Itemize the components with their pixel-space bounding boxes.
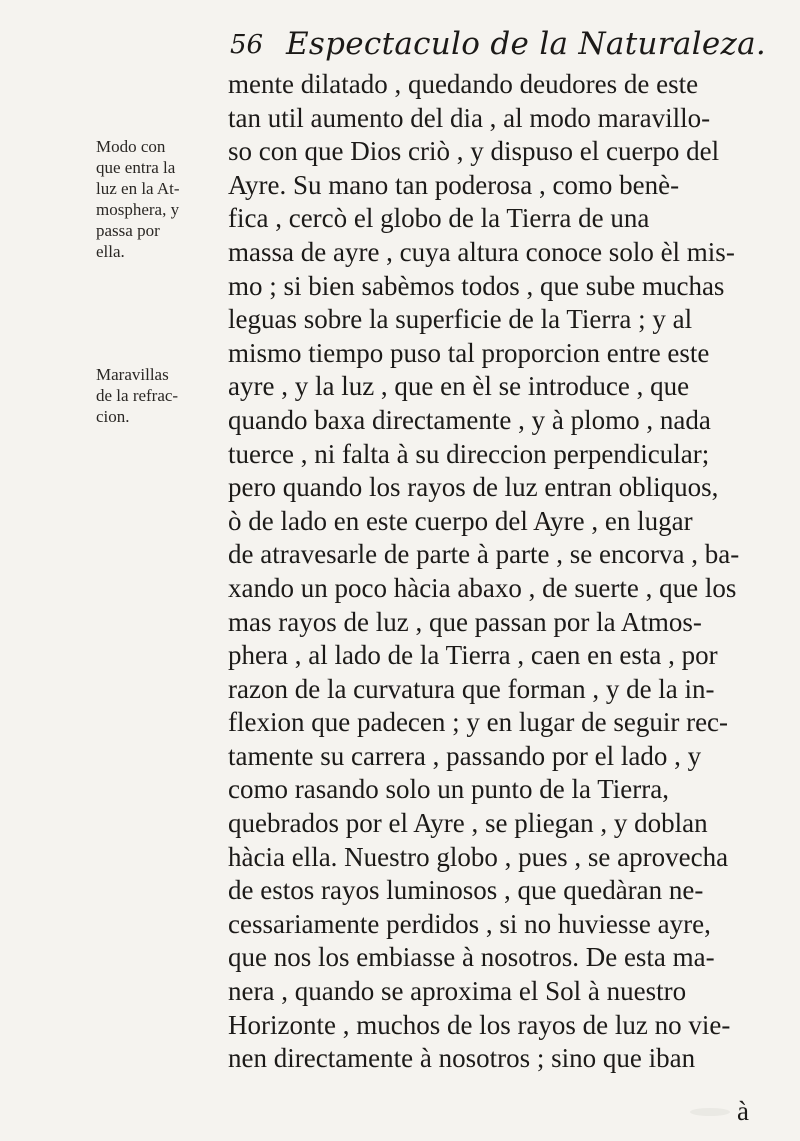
text-line: hàcia ella. Nuestro globo , pues , se aprovecha — [228, 841, 729, 872]
paper-smudge — [690, 1108, 730, 1116]
text-line: tuerce , ni falta à su direccion perpendicular; — [228, 438, 710, 469]
margin-note-refraction — [96, 364, 196, 427]
text-line: de estos rayos luminosos , que quedàran ne- — [228, 875, 704, 906]
text-line: so con que Dios criò , y dispuso el cuerpo del — [228, 136, 720, 167]
text-line: que nos los embiasse à nosotros. De esta ma- — [228, 942, 715, 973]
running-title: Espectaculo de la Naturaleza. — [286, 26, 767, 62]
text-line: ò de lado en este cuerpo del Ayre , en lugar — [228, 505, 693, 536]
body-text — [228, 68, 798, 1076]
text-line: mo ; si bien sabèmos todos , que sube muchas — [228, 270, 725, 301]
text-line: tamente su carrera , passando por el lado , y — [228, 740, 702, 771]
text-line: mas rayos de luz , que passan por la Atmos- — [228, 606, 702, 637]
text-line: pero quando los rayos de luz entran obliquos, — [228, 472, 719, 503]
margin-note-line: passa por — [96, 221, 160, 240]
page-header — [230, 26, 790, 60]
text-line: mismo tiempo puso tal proporcion entre este — [228, 337, 710, 368]
text-line: de atravesarle de parte à parte , se encorva , ba- — [228, 539, 740, 570]
text-line: leguas sobre la superficie de la Tierra ; y al — [228, 304, 693, 335]
margin-note-line: que entra la — [96, 158, 176, 177]
margin-note-line: Maravillas — [96, 365, 169, 384]
text-line: massa de ayre , cuya altura conoce solo èl mis- — [228, 236, 735, 267]
text-line: mente dilatado , quedando deudores de este — [228, 69, 699, 99]
text-line: fica , cercò el globo de la Tierra de una — [228, 203, 650, 234]
page-number: 56 — [230, 30, 264, 60]
text-line: razon de la curvatura que forman , y de la in- — [228, 673, 715, 704]
text-line: como rasando solo un punto de la Tierra, — [228, 774, 669, 805]
catchword: à — [737, 1096, 749, 1126]
margin-note-light-atmosphere — [96, 136, 196, 262]
text-line: Horizonte , muchos de los rayos de luz no vie- — [228, 1009, 731, 1040]
margin-note-line: de la refrac- — [96, 386, 179, 405]
margin-note-line: ella. — [96, 242, 125, 261]
margin-note-line: cion. — [96, 407, 130, 426]
text-line: quebrados por el Ayre , se pliegan , y doblan — [228, 808, 708, 839]
margin-note-line: mosphera, y — [96, 200, 180, 219]
text-line: xando un poco hàcia abaxo , de suerte , que los — [228, 572, 737, 603]
text-line: tan util aumento del dia , al modo maravillo- — [228, 102, 711, 133]
text-line: ayre , y la luz , que en èl se introduce , que — [228, 371, 690, 402]
text-line: cessariamente perdidos , si no huviesse ayre, — [228, 908, 711, 939]
text-line: nera , quando se aproxima el Sol à nuestro — [228, 976, 687, 1007]
text-line: flexion que padecen ; y en lugar de seguir rec- — [228, 707, 729, 738]
text-line: Ayre. Su mano tan poderosa , como benè- — [228, 169, 680, 200]
text-line: nen directamente à nosotros ; sino que iban — [228, 1043, 696, 1074]
margin-note-line: luz en la At- — [96, 179, 180, 198]
text-line: phera , al lado de la Tierra , caen en esta , por — [228, 640, 718, 671]
text-line: quando baxa directamente , y à plomo , nada — [228, 404, 711, 435]
margin-note-line: Modo con — [96, 137, 166, 156]
